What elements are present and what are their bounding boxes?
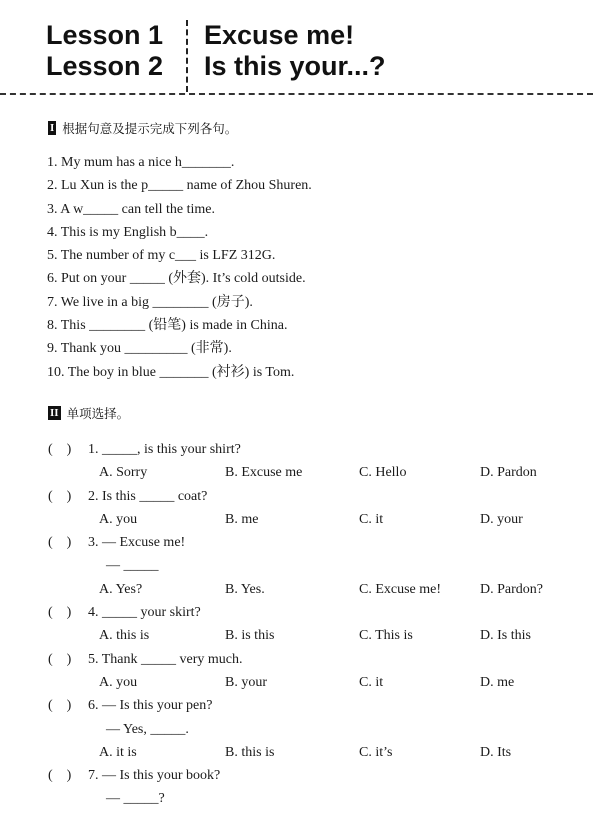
option-d[interactable]: D. your — [480, 511, 523, 527]
question-stem — [48, 601, 578, 624]
question-stem — [48, 764, 578, 787]
fill-in-list — [47, 151, 567, 384]
question-text: 2. Is this _____ coat? — [88, 488, 208, 504]
options-row — [48, 671, 578, 694]
options-row — [48, 578, 578, 601]
option-d[interactable]: D. me — [480, 674, 515, 690]
section-1-heading — [48, 119, 237, 137]
option-a[interactable]: A. Sorry — [99, 465, 148, 481]
option-c[interactable]: C. Hello — [359, 465, 407, 481]
fill-in-item: 9. Thank you _________ (非常). — [47, 341, 232, 357]
option-a[interactable]: A. you — [99, 511, 138, 527]
option-b[interactable]: B. this is — [225, 744, 275, 760]
answer-bracket[interactable]: ( ) — [48, 488, 72, 504]
question-stem — [48, 485, 578, 508]
option-b[interactable]: B. is this — [225, 628, 275, 644]
option-d[interactable]: D. Is this — [480, 628, 531, 644]
fill-in-item: 1. My mum has a nice h_______. — [47, 155, 235, 170]
dialogue-response: — Yes, _____. — [106, 721, 189, 737]
option-b[interactable]: B. Excuse me — [225, 465, 303, 481]
option-a[interactable]: A. you — [99, 674, 138, 690]
option-c[interactable]: C. Excuse me! — [359, 581, 442, 597]
option-d[interactable]: D. Its — [480, 744, 512, 760]
option-a[interactable]: A. this is — [99, 628, 150, 644]
fill-in-item: 10. The boy in blue _______ (衬衫) is Tom. — [47, 364, 295, 380]
lesson-1-label: Lesson 1 — [46, 20, 164, 50]
option-d[interactable]: D. Pardon — [480, 465, 537, 481]
lesson-titles — [204, 20, 386, 82]
answer-bracket[interactable]: ( ) — [48, 605, 72, 621]
lesson-2-title: Is this your...? — [204, 51, 386, 81]
lesson-header — [46, 20, 566, 86]
header-vertical-divider — [186, 20, 188, 92]
question-text: 7. — Is this your book? — [88, 768, 221, 784]
section-2-number: II — [50, 407, 59, 419]
dialogue-response: — _____ — [106, 558, 159, 574]
options-row — [48, 508, 578, 531]
option-c[interactable]: C. it’s — [359, 744, 393, 760]
options-row — [48, 624, 578, 647]
question-text: 4. _____ your skirt? — [88, 605, 201, 621]
fill-in-item: 2. Lu Xun is the p_____ name of Zhou Shuren. — [47, 178, 312, 194]
option-c[interactable]: C. This is — [359, 628, 413, 644]
answer-bracket[interactable]: ( ) — [48, 768, 72, 784]
section-1-instruction: 根据句意及提示完成下列各句。 — [62, 121, 238, 136]
fill-in-item: 5. The number of my c___ is LFZ 312G. — [47, 248, 276, 264]
question-text: 6. — Is this your pen? — [88, 698, 213, 714]
fill-in-item: 6. Put on your _____ (外套). It’s cold outside. — [47, 271, 306, 287]
lesson-2-label: Lesson 2 — [46, 51, 164, 81]
lesson-numbers — [46, 20, 163, 82]
question-stem — [48, 648, 578, 671]
section-2-heading — [48, 404, 129, 422]
option-a[interactable]: A. Yes? — [99, 581, 143, 597]
question-stem — [48, 694, 578, 717]
option-c[interactable]: C. it — [359, 511, 384, 527]
question-text: 1. _____, is this your shirt? — [88, 442, 241, 457]
option-b[interactable]: B. your — [225, 674, 267, 690]
question-text: 3. — Excuse me! — [88, 535, 186, 551]
question-stem — [48, 531, 578, 554]
answer-bracket[interactable]: ( ) — [48, 442, 72, 457]
question-stem — [48, 438, 578, 461]
option-c[interactable]: C. it — [359, 674, 384, 690]
multiple-choice-list — [48, 438, 578, 811]
question-text: 5. Thank _____ very much. — [88, 651, 243, 667]
header-horizontal-divider — [0, 93, 593, 95]
options-row — [48, 741, 578, 764]
fill-in-item: 4. This is my English b____. — [47, 224, 209, 240]
fill-in-item: 7. We live in a big ________ (房子). — [47, 294, 253, 310]
section-1-number: I — [50, 122, 55, 134]
option-d[interactable]: D. Pardon? — [480, 581, 543, 597]
option-a[interactable]: A. it is — [99, 744, 137, 760]
section-2-instruction: 单项选择。 — [66, 406, 130, 421]
option-b[interactable]: B. me — [225, 511, 259, 527]
fill-in-item: 8. This ________ (铅笔) is made in China. — [47, 318, 288, 334]
answer-bracket[interactable]: ( ) — [48, 535, 72, 551]
answer-bracket[interactable]: ( ) — [48, 651, 72, 667]
option-b[interactable]: B. Yes. — [225, 581, 265, 597]
fill-in-item: 3. A w_____ can tell the time. — [47, 201, 215, 217]
lesson-1-title: Excuse me! — [204, 20, 355, 50]
options-row — [48, 461, 578, 484]
answer-bracket[interactable]: ( ) — [48, 698, 72, 714]
dialogue-response: — _____? — [106, 791, 165, 807]
